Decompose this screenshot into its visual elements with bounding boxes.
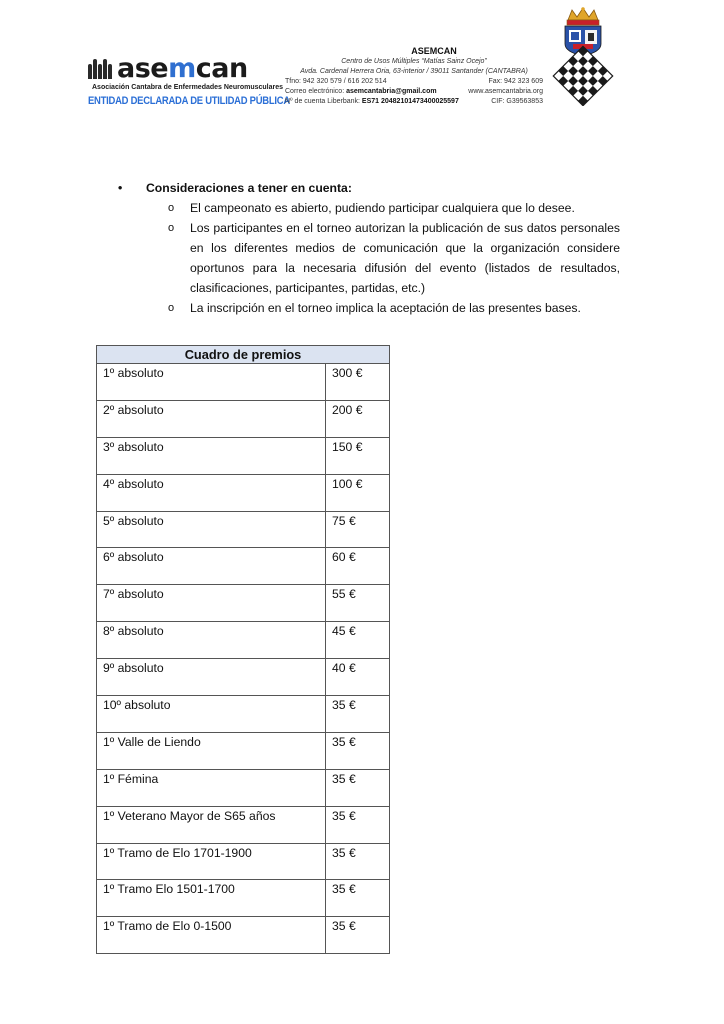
prize-amount: 35 € <box>326 917 390 954</box>
prize-table-header-row <box>97 346 390 364</box>
org-account: ES71 20482101473400025597 <box>361 98 459 105</box>
table-row <box>97 548 390 585</box>
org-account-label: Nº de cuenta Liberbank: <box>285 98 360 105</box>
org-account-row <box>285 97 543 107</box>
considerations-heading: Consideraciones a tener en cuenta: <box>146 181 352 195</box>
coat-of-arms-chessboard-icon <box>540 6 626 106</box>
table-row <box>97 659 390 696</box>
table-row <box>97 843 390 880</box>
table-row <box>97 917 390 954</box>
logo-tagline: ENTIDAD DECLARADA DE UTILIDAD PÚBLICA <box>88 95 290 107</box>
prize-label: 7º absoluto <box>97 585 326 622</box>
prize-label: 10º absoluto <box>97 696 326 733</box>
org-email-label: Correo electrónico: <box>285 88 345 95</box>
list-item-text: El campeonato es abierto, pudiendo participar cualquiera que lo desee. <box>190 201 575 215</box>
table-row <box>97 769 390 806</box>
table-row <box>97 437 390 474</box>
list-item <box>168 298 620 318</box>
table-row <box>97 622 390 659</box>
org-fax: Fax: 942 323 609 <box>488 78 543 85</box>
prize-label: 1º Fémina <box>97 769 326 806</box>
table-row <box>97 511 390 548</box>
prize-amount: 200 € <box>326 400 390 437</box>
prize-amount: 300 € <box>326 364 390 401</box>
org-phone-row <box>285 77 543 87</box>
list-marker: o <box>168 302 175 314</box>
table-row <box>97 364 390 401</box>
logo-subtitle: Asociación Cantabra de Enfermedades Neuromusculares <box>92 84 284 91</box>
prize-amount: 35 € <box>326 696 390 733</box>
prize-amount: 35 € <box>326 732 390 769</box>
asemcan-logo <box>88 53 290 112</box>
people-group-icon <box>88 59 113 79</box>
prize-table-title: Cuadro de premios <box>97 346 390 364</box>
prize-amount: 150 € <box>326 437 390 474</box>
list-item-text: Los participantes en el torneo autorizan la publicación de sus datos personales en los diferentes medios de comunicación que la organización considere oportunos para la necesaria difusión del evento (listados de resultados, clasificaciones, participantes, partidas, etc.) <box>190 221 620 295</box>
prize-label: 6º absoluto <box>97 548 326 585</box>
list-item <box>168 218 620 298</box>
org-email[interactable]: asemcantabria@gmail.com <box>346 88 437 95</box>
prize-label: 1º Veterano Mayor de S65 años <box>97 806 326 843</box>
prize-amount: 35 € <box>326 769 390 806</box>
org-name: ASEMCAN <box>411 46 457 56</box>
prize-amount: 100 € <box>326 474 390 511</box>
prize-label: 1º absoluto <box>97 364 326 401</box>
org-contact-row <box>285 87 543 97</box>
org-phone: Tfno: 942 320 579 / 616 202 514 <box>285 78 387 85</box>
prize-label: 1º Tramo de Elo 1701-1900 <box>97 843 326 880</box>
org-website[interactable]: www.asemcantabria.org <box>468 88 543 95</box>
prize-amount: 35 € <box>326 806 390 843</box>
considerations-heading-row <box>118 178 620 198</box>
organization-info <box>285 46 543 107</box>
prize-label: 1º Tramo de Elo 0-1500 <box>97 917 326 954</box>
list-marker: o <box>168 202 175 214</box>
prize-label: 5º absoluto <box>97 511 326 548</box>
prize-amount: 45 € <box>326 622 390 659</box>
considerations-section <box>118 178 620 318</box>
list-marker: o <box>168 222 175 234</box>
table-row <box>97 806 390 843</box>
prize-amount: 55 € <box>326 585 390 622</box>
prize-amount: 75 € <box>326 511 390 548</box>
bullet-marker: • <box>118 181 123 195</box>
prize-table <box>96 345 390 954</box>
logo-wordmark: asemcan <box>117 53 248 84</box>
prize-amount: 60 € <box>326 548 390 585</box>
table-row <box>97 880 390 917</box>
org-venue: Centro de Usos Múltiples “Matías Sainz Ocejo” <box>341 58 487 65</box>
list-item-text: La inscripción en el torneo implica la aceptación de las presentes bases. <box>190 301 581 315</box>
considerations-list <box>118 198 620 318</box>
org-address: Avda. Cardenal Herrera Oria, 63-interior / 39011 Santander (CANTABRA) <box>300 68 528 75</box>
prize-label: 9º absoluto <box>97 659 326 696</box>
prize-amount: 40 € <box>326 659 390 696</box>
prize-amount: 35 € <box>326 843 390 880</box>
table-row <box>97 585 390 622</box>
table-row <box>97 400 390 437</box>
prize-amount: 35 € <box>326 880 390 917</box>
table-row <box>97 696 390 733</box>
prize-label: 3º absoluto <box>97 437 326 474</box>
prize-label: 4º absoluto <box>97 474 326 511</box>
prize-label: 1º Tramo Elo 1501-1700 <box>97 880 326 917</box>
table-row <box>97 474 390 511</box>
table-row <box>97 732 390 769</box>
prize-label: 1º Valle de Liendo <box>97 732 326 769</box>
prize-label: 8º absoluto <box>97 622 326 659</box>
org-cif: CIF: G39563853 <box>491 98 543 105</box>
list-item <box>168 198 620 218</box>
prize-label: 2º absoluto <box>97 400 326 437</box>
